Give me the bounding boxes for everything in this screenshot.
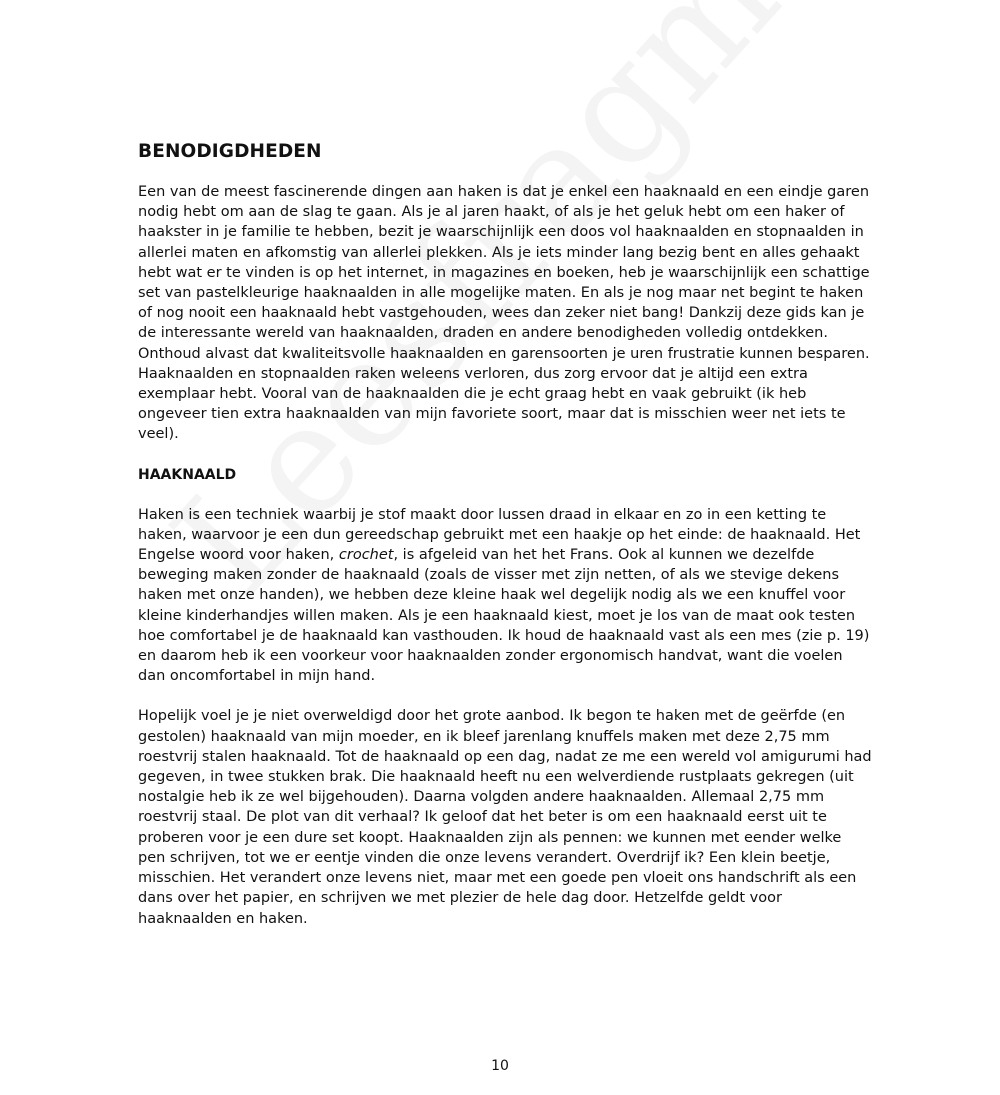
section-paragraph-2: Hopelijk voel je je niet overweldigd door het grote aanbod. Ik begon te haken met de geërfde (en gestolen) haaknaald van mijn moeder, en ik bleef jarenlang knuffels maken met deze 2,75 mm roestvrij stalen haaknaald. Tot de haaknaald op een dag, nadat ze me een wereld vol amigurumi had gegeven, in twee stukken brak. Die haaknaald heeft nu een welverdiende rustplaats gekregen (uit nostalgie heb ik ze wel bijgehouden). Daarna volgden andere haaknaalden. Allemaal 2,75 mm roestvrij staal. De plot van dit verhaal? Ik geloof dat het beter is om een haaknaald eerst uit te proberen voor je een dure set koopt. Haaknaalden zijn als pennen: we kunnen met eender welke pen schrijven, tot we er eentje vinden die onze levens verandert. Overdrijf ik? Een klein beetje, misschien. Het verandert onze levens niet, maar met een goede pen vloeit ons handschrift als een dans over het papier, en schrijven we met plezier de hele dag door. Hetzelfde geldt voor haaknaalden en haken. (138, 708, 872, 927)
section-title: HAAKNAALD (138, 466, 237, 483)
page-title: BENODIGDHEDEN (138, 141, 322, 162)
paragraph-text: , is afgeleid van het het Frans. Ook al kunnen we dezelfde beweging maken zonder de haaknaald (zoals de visser met zijn netten, of als we stevige dekens haken met onze handen), we hebben deze kleine haak wel degelijk nodig als we een knuffel voor kleine kinderhandjes willen maken. Als je een haaknaald kiest, moet je los van de maat ook testen hoe comfortabel je de haaknaald kan vasthouden. Ik houd de haaknaald vast als een mes (zie p. 19) en daarom heb ik een voorkeur voor haaknaalden zonder ergonomisch handvat, want die voelen dan oncomfortabel in mijn hand. (138, 547, 870, 685)
page-number: 10 (491, 1058, 509, 1074)
section-paragraph-1 (138, 505, 873, 687)
page-content (138, 140, 873, 949)
intro-paragraph: Een van de meest fascinerende dingen aan haken is dat je enkel een haaknaald en een eindje garen nodig hebt om aan de slag te gaan. Als je al jaren haakt, of als je het geluk hebt om een haker of haakster in je familie te hebben, bezit je waarschijnlijk een doos vol haaknaalden en stopnaalden in allerlei maten en afkomstig van allerlei plekken. Als je iets minder lang bezig bent en alles gehaakt hebt wat er te vinden is op het internet, in magazines en boeken, heb je waarschijnlijk een schattige set van pastelkleurige haaknaalden in alle mogelijke maten. En als je nog maar net begint te haken of nog nooit een haaknaald hebt vastgehouden, wees dan zeker niet bang! Dankzij deze gids kan je de interessante wereld van haaknaalden, draden en andere benodigheden volledig ontdekken. Onthoud alvast dat kwaliteitsvolle haaknaalden en garensoorten je uren frustratie kunnen besparen. Haaknaalden en stopnaalden raken weleens verloren, dus zorg ervoor dat je altijd een extra exemplaar hebt. Vooral van de haaknaalden die je echt graag hebt en vaak gebruikt (ik heb ongeveer tien extra haaknaalden van mijn favoriete soort, maar dat is misschien weer net iets te veel). (138, 184, 870, 443)
paragraph-text: Haken is een techniek waarbij je stof maakt door lussen draad in elkaar en zo in een ketting te haken, waarvoor je een dun gereedschap gebruikt met een haakje op het einde: de haaknaald. Het Engelse woord voor haken, (138, 506, 861, 564)
italic-term: crochet (338, 547, 394, 564)
